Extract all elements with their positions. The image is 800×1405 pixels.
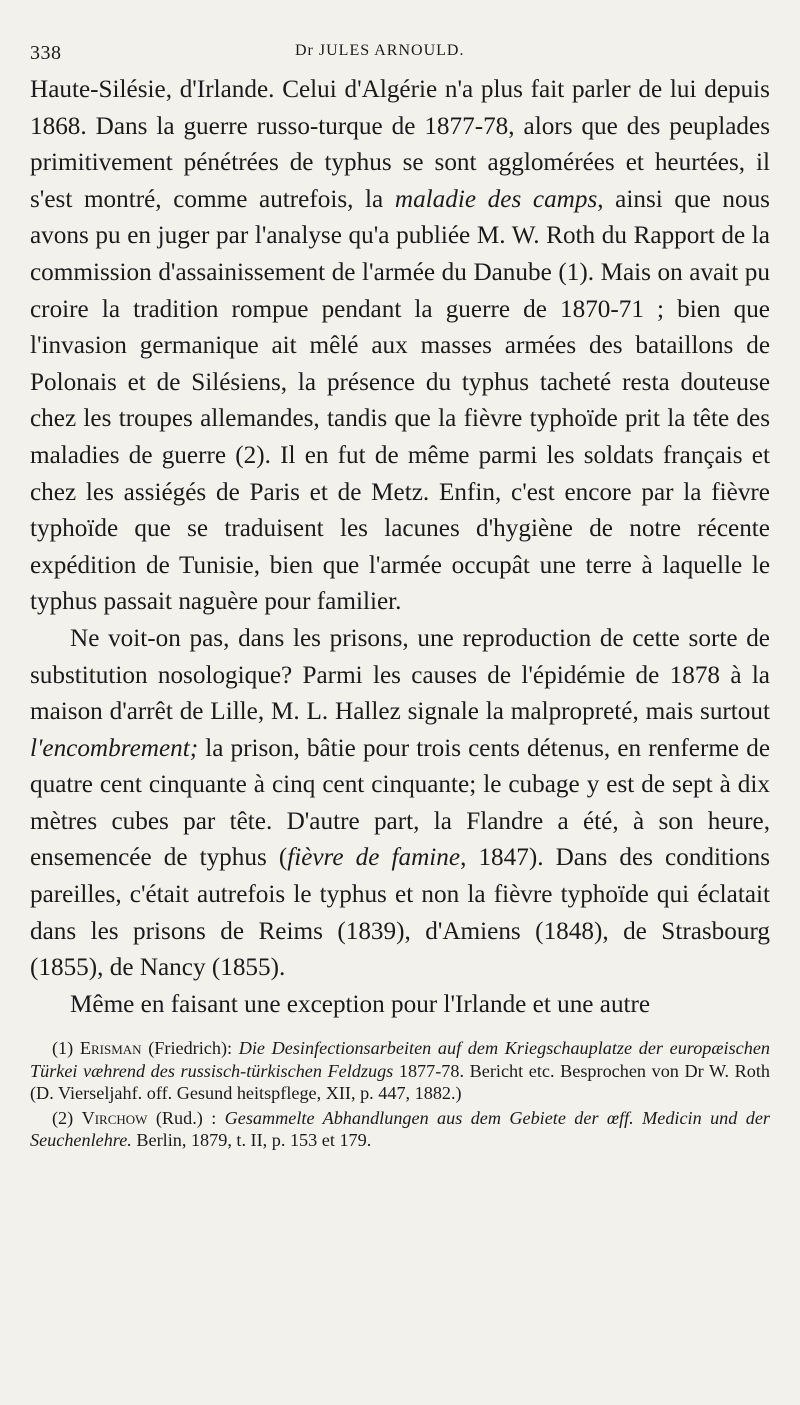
text-run: la prison, bâtie pour trois cents détenus, en renferme de quatre cent cinquante à cinq cent cinquante; le cubage y est de sept à dix mètres cubes par tête. D'autre part, la Flandre a été, à son heure, ensemencée de typhus ( [30,734,770,872]
text-run: (Rud.) : [147,1107,225,1128]
text-run: Ne voit-on pas, dans les prisons, une reproduction de cette sorte de substitution nosologique? Parmi les causes de l'épidémie de 1878 à la maison d'arrêt de Lille, M. L. Hallez signale la malpropreté, mais surtout [30,624,770,726]
author-name: Erisman [79,1038,142,1059]
footnotes [30,1037,770,1152]
paragraph [30,72,770,621]
text-run: , ainsi que nous avons pu en juger par l'analyse qu'a publiée M. W. Roth du Rapport de la commission d'assainissement de l'armée du Danube (1). Mais on avait pu croire la tradition rompue pendant la guerre de 1870-71 ; bien que l'invasion germanique ait mêlé aux masses armées des bataillons de Polonais et de Silésiens, la présence du typhus tacheté resta douteuse chez les troupes allemandes, tandis que la fièvre typhoïde prit la tête des maladies de guerre (2). Il en fut de même parmi les soldats français et chez les assiégés de Paris et de Metz. Enfin, c'est encore par la fièvre typhoïde que se traduisent les lacunes d'hygiène de notre récente expédition de Tunisie, bien que l'armée occupât une terre à laquelle le typhus passait naguère pour familier. [30,185,770,616]
text-run: 1877-78. Bericht etc. Besprochen von Dr W. Roth (D. Vierseljahf. off. Gesund heitspflege, XII, p. 447, 1882.) [30,1060,770,1104]
italic-text: l'encombrement; [30,734,199,762]
footnote [30,1107,770,1152]
running-head [30,28,770,72]
page-number: 338 [30,42,62,64]
text-run: (1) [52,1038,80,1059]
italic-text: maladie des camps [394,185,598,213]
italic-text: Gesammelte Abhandlungen aus dem Gebiete der œff. Medicin und der Seuchenlehre. [30,1107,770,1151]
italic-text: Die Desinfectionsarbeiten auf dem Kriegschauplatze der europæischen Türkei væhrend des russisch-türkischen Feldzugs [30,1038,770,1081]
italic-text: fièvre de famine [287,844,461,872]
body-text [30,72,770,1023]
text-run: , 1847). Dans des conditions pareilles, c'était autrefois le typhus et non la fièvre typhoïde qui éclatait dans les prisons de Reims (1839), d'Amiens (1848), de Strasbourg (1855), de Nancy (1855). [30,844,770,982]
author-name: Virchow [81,1107,148,1128]
text-run: (Friedrich): [141,1038,239,1059]
paragraph [30,621,770,987]
paragraph [30,987,770,1024]
text-run: Haute-Silésie, d'Irlande. Celui d'Algérie n'a plus fait parler de lui depuis 1868. Dans la guerre russo-turque de 1877-78, alors que des peuplades primitivement pénétrées de typhus se sont agglomérées et heurtées, il s'est montré, comme autrefois, la [30,76,770,213]
text-run: (2) [52,1107,82,1128]
book-page [30,28,770,1388]
footnote [30,1037,770,1105]
text-run: Même en faisant une exception pour l'Irlande et une autre [70,990,651,1018]
text-run: Berlin, 1879, t. II, p. 153 et 179. [131,1130,372,1151]
running-title: Dr JULES ARNOULD. [295,42,465,59]
